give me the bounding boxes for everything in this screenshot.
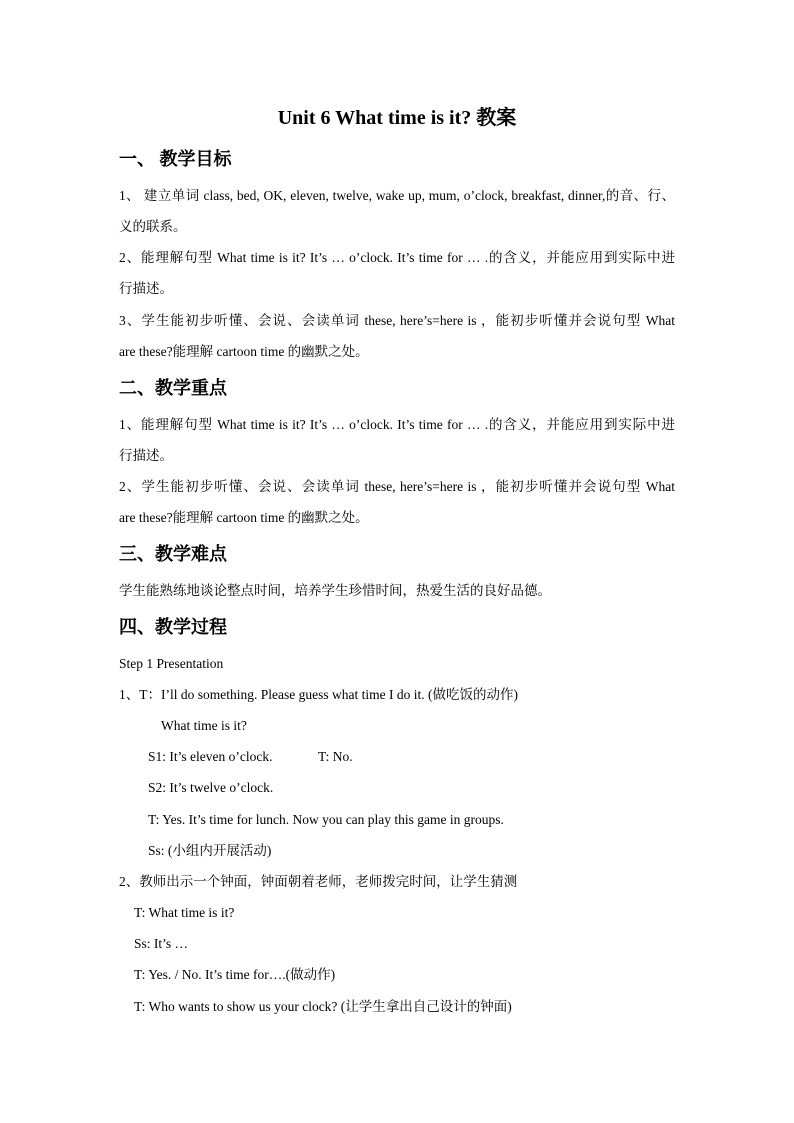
dialogue-line: Ss: (小组内开展活动) [148,843,272,858]
paragraph-line: 1、T：I’ll do something. Please guess what time I do it. (做吃饭的动作) [119,687,518,702]
paragraph-line: 2、学生能初步听懂、会说、会读单词 these, here’s=here is ，能初步听懂并会说句型 What [119,479,675,494]
section-heading-difficulties: 三、教学难点 [119,544,227,564]
dialogue-s1: S1: It’s eleven o’clock. [148,749,273,764]
paragraph-line: 行描述。 [119,448,173,463]
dialogue-line: T: Yes. It’s time for lunch. Now you can play this game in groups. [148,812,504,827]
paragraph-line: 2、教师出示一个钟面，钟面朝着老师，老师拨完时间，让学生猜测 [119,874,518,889]
dialogue-line: What time is it? [161,718,247,733]
section-heading-key-points: 二、教学重点 [119,378,227,398]
dialogue-line: T: Yes. / No. It’s time for….(做动作) [134,967,336,982]
dialogue-t: T: No. [318,749,353,764]
paragraph-line: 1、 建立单词 class, bed, OK, eleven, twelve, wake up, mum, o’clock, breakfast, dinner,的音、行、 [119,188,675,203]
dialogue-line: S2: It’s twelve o’clock. [148,780,274,795]
paragraph-line: 1、能理解句型 What time is it? It’s … o’clock. It’s time for … .的含义，并能应用到实际中进 [119,417,675,432]
dialogue-line: T: What time is it? [134,905,235,920]
dialogue-line: T: Who wants to show us your clock? (让学生拿出自己设计的钟面) [134,999,512,1014]
paragraph-line: 学生能熟练地谈论整点时间，培养学生珍惜时间，热爱生活的良好品德。 [119,583,551,598]
dialogue-line: Ss: It’s … [134,936,189,951]
paragraph-line: 行描述。 [119,281,173,296]
paragraph-line: 义的联系。 [119,219,187,234]
paragraph-line: are these?能理解 cartoon time 的幽默之处。 [119,510,369,525]
document-title: Unit 6 What time is it? 教案 [277,107,517,129]
section-heading-objectives: 一、 教学目标 [119,149,232,169]
paragraph-line: 3、学生能初步听懂、会说、会读单词 these, here’s=here is ，能初步听懂并会说句型 What [119,313,675,328]
step-label: Step 1 Presentation [119,656,224,671]
paragraph-line: are these?能理解 cartoon time 的幽默之处。 [119,344,369,359]
paragraph-line: 2、能理解句型 What time is it? It’s … o’clock. It’s time for … .的含义，并能应用到实际中进 [119,250,675,265]
dialogue-line [148,747,353,767]
section-heading-process: 四、教学过程 [119,617,227,637]
